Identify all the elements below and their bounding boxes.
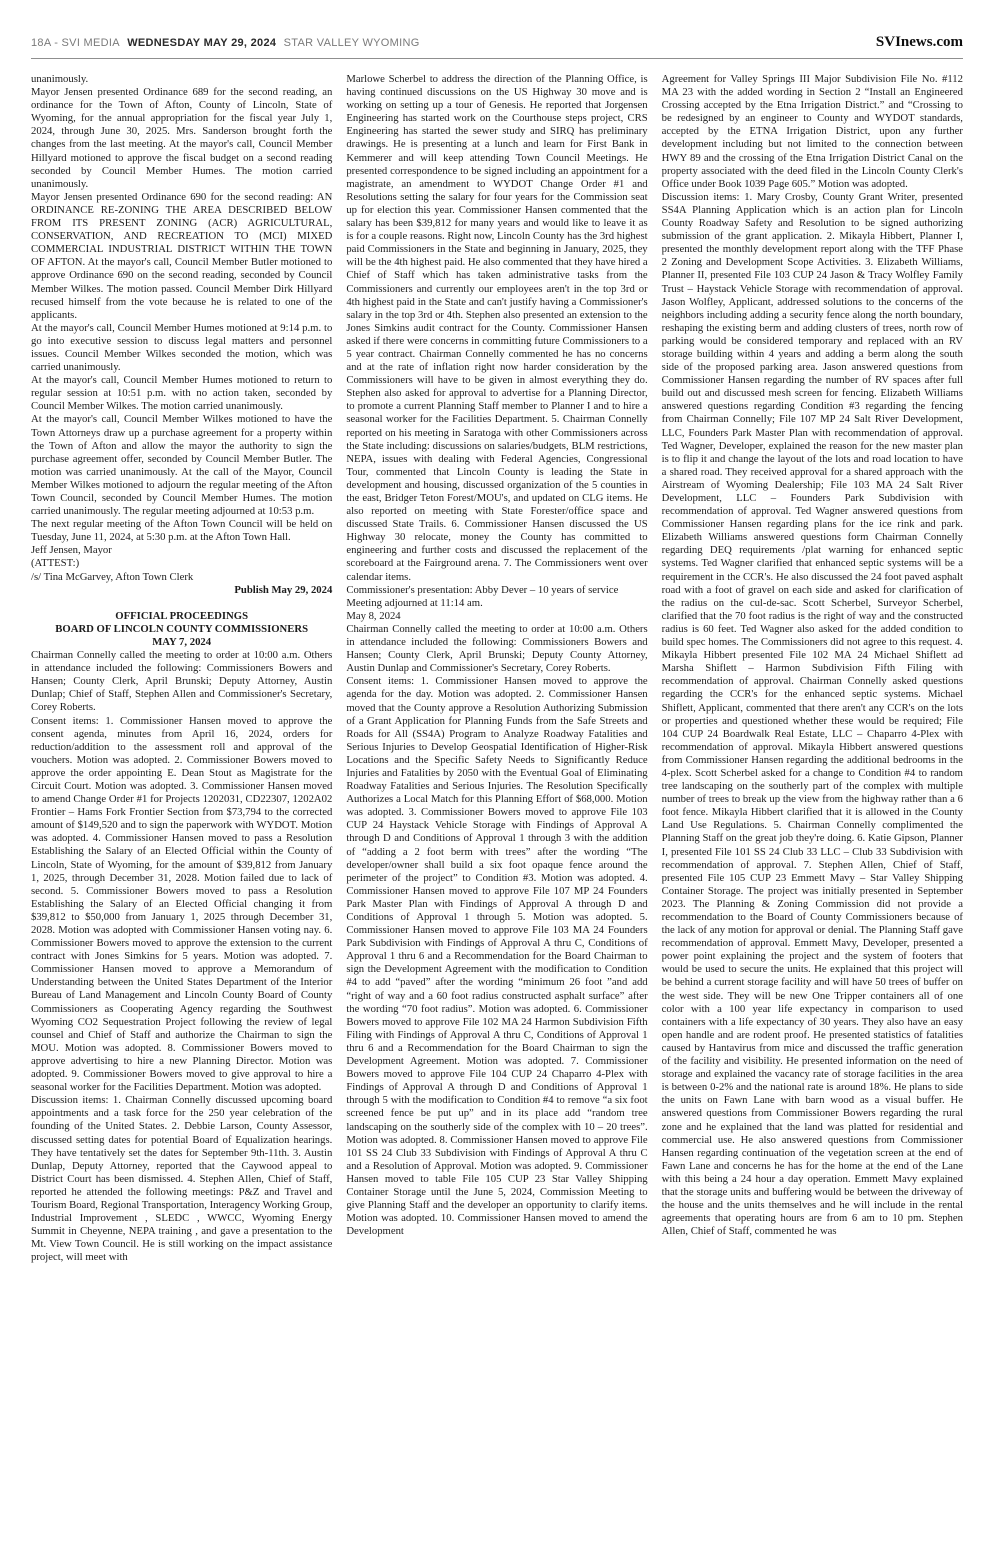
paragraph: unanimously. [31,73,89,85]
paragraph: Agreement for Valley Springs III Major Subdivision File No. #112 MA 23 with the added wording in Section 2 “Install an Engineered Crossing accepted by the Etna Irrigation District.” and “Crossing to be redesigned by an engineer to County and WYDOT standards, accepted by the ETNA Irrigation District, upon any further development including but not limited to the connection between HWY 89 and the crossing of the Etna Irrigation District Canal on the property associated with the deed filed in the Lincoln County Clerk's Office under Book 1039 Page 605.” Motion was adopted. [661,73,963,190]
masthead [31,0,963,59]
paragraph: Chairman Connelly called the meeting to order at 10:00 a.m. Others in attendance included the following: Commissioners Bowers and Hansen; County Clerk, April Brunski; Deputy County Attorney, Austin Dunlap and Commissioner's Secretary, Corey Roberts. [346,622,648,675]
paragraph: The next regular meeting of the Afton Town Council will be held on Tuesday, June 11, 2024, at 5:30 p.m. at the Afton Town Hall. [31,518,333,544]
page-number: 18A - SVI MEDIA [31,37,120,49]
article-columns [31,73,963,1543]
attest-line: (ATTEST:) [31,557,80,570]
paragraph: Commissioner's presentation: Abby Dever – 10 years of service [346,583,619,596]
site-url: SVInews.com [875,34,963,50]
paragraph: Consent items: 1. Commissioner Hansen moved to approve the agenda for the day. Motion was adopted. 2. Commissioner Hansen moved that the County approve a Resolution Authorizing Submission of a Grant Application for Planning Funds from the Safe Streets and Roads for All (SS4A) Program to Analyze Roadway Fatalities and Serious Injuries to Develop Geospatial Identification of Higher-Risk Locations and the Specific Safety Needs to Significantly Reduce Injuries and Fatalities by 2050 with the Eventual Goal of Eliminating Roadway Fatalities and Serious Injuries. The Resolution Specifically Authorizes a Local Match for this Planning Effort of $68,000. Motion was adopted. 3. Commissioner Bowers moved to approve File 103 CUP 24 Haystack Vehicle Storage with Findings of Approval A through D and Conditions of Approval 1 through 3 with the addition of “adding a 2 foot berm with trees” after the wording “The developer/owner shall build a six foot opaque fence around the perimeter of the project” to Condition #3. Motion was adopted. 4. Commissioner Hansen moved to approve File 107 MP 24 Founders Park Master Plan with Findings of Approval A through D and Conditions of Approval 1 through 5. Motion was adopted. 5. Commissioner Hansen moved to approve File 103 MA 24 Founders Park Subdivision with Findings of Approval A thru C, Conditions of Approval 1 thru 6 and a Recommendation for the Board Chairman to sign the Development Agreement with the modification to Condition #4 to add “paved” after the wording “minimum 26 foot ”and add “right of way and a 60 foot radius constructed asphalt surface” after the wording “70 foot radius”. Motion was adopted. 6. Commissioner Bowers moved to approve File 102 MA 24 Harmon Subdivision Fifth Filing with Findings of Approval A thru C, Conditions of Approval 1 thru 6 and a Recommendation for the Board Chairman to sign the Development Agreement. Motion was adopted. 7. Commissioner Bowers moved to approve File 104 CUP 24 Chaparro 4-Plex with Findings of Approval A through D and Conditions of Approval 1 through 5 with the modification to Condition #4 to remove “a six foot screened fence be put up” and in its place add “random tree landscaping on the southerly side of the complex with 10 – 20 trees”. Motion was adopted. 8. Commissioner Hansen moved to approve File 101 SS 24 Club 33 Subdivision with Findings of Approval A thru C and a Resolution of Approval. Motion was adopted. 9. Commissioner Hansen moved to table File 105 CUP 23 Star Valley Shipping Container Storage until the June 5, 2024, Commission Meeting to give Planning Staff and the developer an opportunity to clarify items. Motion was adopted. 10. Commissioner Hansen moved to amend the Development [346,675,648,1238]
paragraph: At the mayor's call, Council Member Humes motioned to return to regular session at 10:51 p.m. with no action taken, seconded by Council Member Wilkes. The motion carried unanimously. [31,374,333,413]
publish-line: Publish May 29, 2024 [234,583,333,596]
clerk-line: /s/ Tina McGarvey, Afton Town Clerk [31,570,194,583]
column-2 [346,73,647,1543]
date-line: May 8, 2024 [346,609,401,622]
signature-line: Jeff Jensen, Mayor [31,544,112,557]
paragraph: Meeting adjourned at 11:14 am. [346,596,483,609]
paragraph: Mayor Jensen presented Ordinance 690 for the second reading: AN ORDINANCE RE-ZONING THE AREA DESCRIBED BELOW FROM ITS PRESENT ZONING (ACR) AGRICULTURAL, CONSERVATION, AND RECREATION TO (MCI) MIXED COMMERCIAL INDUSTRIAL DISTRICT WITHIN THE TOWN OF AFTON. At the mayor's call, Council Member Butler motioned to approve Ordinance 690 on the second reading, seconded by Council Member Wilkes. The motion passed. Council Member Dirk Hillyard recused himself from the vote because he is related to one of the applicants. [31,190,333,321]
masthead-left [31,37,424,49]
column-3 [662,73,963,1543]
heading-line-1: OFFICIAL PROCEEDINGS [115,609,249,622]
section-heading [31,610,332,649]
paragraph: Discussion items: 1. Mary Crosby, County Grant Writer, presented SS4A Planning Application which is an action plan for Lincoln County Roadway Safety and Resolution to be signed authorizing submission of the grant application. 2. Mikayla Hibbert, Planner I, presented the monthly development report along with the TFF Phase 2 Zoning and Development Scope Activities. 3. Elizabeth Williams, Planner II, presented File 103 CUP 24 Jason & Tracy Wolfley Family Trust – Haystack Vehicle Storage with recommendation of approval. Jason Wolfley, Applicant, addressed solutions to the concerns of the neighbors including adding a security fence along the north boundary, reshaping the existing berm and adding clusters of trees, north row of parking would be considered temporary and replaced with an RV storage building within 4 years and adding a berm along the south side of the proposed parking area. Jason answered questions from Commissioner Hansen regarding the number of RV spaces after full build out and discussed mesh screen for fencing. Elizabeth Williams answered questions regarding Condition #3 regarding the fencing from Chairman Connelly; File 107 MP 24 Salt River Development, LLC, Founders Park Master Plan with recommendation of approval. Ted Wagner, Developer, explained the reason for the new master plan is to flip it and change the layout of the lots and road location to have a shared road. They received approval for a shared approach with the Airstream of Wyoming Dealership; File 103 MA 24 Salt River Development, LLC – Founders Park Subdivision with recommendation of approval. Ted Wagner answered questions from Commissioner Hansen regarding plans for the ice rink and park. Elizabeth Williams answered questions form Chairman Connelly regarding DEQ requirements /plat warning for enhanced septic systems. Ted Wagner clarified that enhanced septic systems will be a requirement in the CCR's. He also discussed the 24 foot paved asphalt road with a foot of gravel on each side and asked for clarification of the radius on the cul-de-sac. Scott Scherbel, Surveyor Scherbel, clarified that the 70 foot radius is the right of way and the constructed radius is 60 feet. Ted Wagner also asked for the added condition to build spec homes. The Commissioners did not agree to this request. 4. Mikayla Hibbert presented File 102 MA 24 Michael Shiflett ad Marsha Shiflett – Harmon Subdivision Fifth Filing with recommendation of approval. Chairman Connelly asked questions regarding the CCR's for the enhanced septic systems. Michael Shiflett, Applicant, commented that there aren't any CCR's on the lots or properties and questioned whether these would be required; File 104 CUP 24 Boardwalk Real Estate, LLC – Chaparro 4-Plex with recommendation of approval. Mikayla Hibbert answered questions from Commissioner Hansen regarding the additional bedrooms in the 4-plex. Scott Scherbel asked for a change to Condition #4 to random tree landscaping on the southerly part of the complex with multiple number of trees to break up the view from the highway rather than a 6 foot fence. Mikayla Hibbert clarified that it is allowed in the County Land Use Regulations. 5. Chairman Connelly complimented the Planning Staff on the great job they're doing. 6. Katie Gipson, Planner I, presented File 101 SS 24 Club 33 LLC – Club 33 Subdivision with recommendation of approval. 7. Stephen Allen, Chief of Staff, presented File 105 CUP 23 Emmett Mavy – Star Valley Shipping Container Storage. The project was initially presented in September 2023. The Planning & Zoning Commission did not provide a recommendation to the Board of County Commissioners because of the lack of any motion for approval or denial. The Planning Staff gave recommendation of approval. Emmett Mavy, Developer, presented a power point explaining the project and the system of footers that would be used to secure the units. He explained that this project will be behind a current storage facility and will have 50 trees of buffer on the west side. They will be new One Tripper containers all of one color with a 100 year life expectancy in comparison to used containers with a life expectancy of 30 years. They also have an easy open handle and are rodent proof. He presented statistics of fatalities caused by Hantavirus from mice and discussed the traffic generation of the facility and visibility. He presented information on the need of storage and explained the vacancy rate of storage facilities in the area is between 0-2% and the national rate is around 18%. He plans to side the units on Fawn Lane with barn wood as a visual buffer. He answered questions from Commissioner Bowers regarding the rural zone and he explained that the land was platted for residential and commercial use. He also answered questions from Commissioner Hansen regarding continuation of the vegetation screen at the end of Fawn Lane and concerns he has for the home at the end of the Lane with this being a 24 hour a day operation. Emmett Mavy explained that the storage units and buffering would be between the driveway of the house and the units themselves and he will include in the rental agreements that operating hours are from 6 am to 10 pm. Stephen Allen, Chief of Staff, commented he was [661,190,963,1238]
heading-line-3: MAY 7, 2024 [152,635,212,648]
paragraph: Marlowe Scherbel to address the direction of the Planning Office, is having continued discussions on the US Highway 30 move and is working on setting up a tour of Genesis. He reported that Jorgensen Engineering has started work on the Courthouse steps project, CRS Engineering has started the sewer study and SIRQ has preliminary drawings. He is presenting at a lunch and learn for First Bank in Kemmerer and will keep attending Town Council Meetings. He presented correspondence to be signed including an appointment for a magistrate, an amendment to WYDOT Change Order #1 and Resolutions setting the salary for four years for the Commission seat up for election this year. Commissioner Hansen commented that the salary has been $39,812 for many years and would like to leave it as is for a couple reasons. Right now, Lincoln County has the 3rd highest paid Commissioners in the State and beginning in January, 2025, they will be the 4th highest paid. He also commented that they have hired a Chief of Staff which has taken administrative tasks from the Commissioners and currently our employees aren't in the top 3rd or 4th highest paid in the State and can't justify having a Commissioner's salary in the top 3rd or 4th. Stephen also presented an extension to the Jones Simkins audit contract for the County. Commissioner Hansen asked if there were concerns in committing future Commissioners to a 5 year contract. Chairman Connelly commented he has no concerns and at the rate of inflation right now harder consideration by the Commissioners will have to be given in almost everything they do. Stephen also asked for approval to advertise for a Planning Director, to promote a current Planning Staff member to Planner I and to hire a seasonal worker for the Facilities Department. 5. Chairman Connelly reported on his meeting in Saratoga with other Commissioners across the State including: discussions on salaries/budgets, BLM restrictions, NEPA, issues with dealing with Federal Agencies, Congressional Tour, commented that Lincoln County is leading the State in development and housing, discussed organization of the 5 counties in the east, Bridger Teton Forest/MOU's, and updated on CLG items. He also reported on meeting with State Forester/office space and discussed State Trails. 6. Commissioner Hansen discussed the US Highway 30 relocate, money the County has committed to engineering and further costs and discussed the replacement of the scoreboard at the Fairground arena. 7. The Commissioners went over calendar items. [346,73,648,583]
paragraph: Chairman Connelly called the meeting to order at 10:00 a.m. Others in attendance included the following: Commissioners Bowers and Hansen; County Clerk, April Brunski; Deputy Attorney, Austin Dunlap; Chief of Staff, Stephen Allen and Commissioner's Secretary, Corey Roberts. [31,649,333,714]
paragraph: At the mayor's call, Council Member Humes motioned at 9:14 p.m. to go into executive session to discuss legal matters and personnel issues. Council Member Wilkes seconded the motion, which was carried unanimously. [31,321,333,374]
heading-line-2: BOARD OF LINCOLN COUNTY COMMISSIONERS [55,622,309,635]
masthead-location: STAR VALLEY WYOMING [283,37,420,49]
column-1 [31,73,332,1543]
issue-date: WEDNESDAY MAY 29, 2024 [127,37,277,49]
paragraph: Consent items: 1. Commissioner Hansen moved to approve the consent agenda, minutes from April 16, 2024, orders for reduction/addition to the assessment roll and approval of the vouchers. Motion was adopted. 2. Commissioner Bowers moved to approve the order appointing E. Dean Stout as Magistrate for the Circuit Court. Motion was adopted. 3. Commissioner Hansen moved to amend Change Order #1 for Projects 1202031, CD22307, 1202A02 Frontier – Hams Fork Frontier Section from $73,794 to the corrected amount of $149,520 and to sign the paperwork with WYDOT. Motion was adopted. 4. Commissioner Hansen moved to pass a Resolution Establishing the Salary of an Elected Official within the County of Lincoln, State of Wyoming, for the amount of $39,812 from January 1, 2025, through December 31, 2028. Motion failed due to lack of second. 5. Commissioner Bowers moved to pass a Resolution Establishing the Salary of an Elected Official changing it from $39,812 to $50,000 from January 1, 2025 through December 31, 2028. Motion was adopted with Commissioner Hansen voting nay. 6. Commissioner Bowers moved to approve the extension to the current contract with Jones Simkins for 5 years. Motion was adopted. 7. Commissioner Hansen moved to approve a Memorandum of Understanding between the United States Department of the Interior Bureau of Land Management and Lincoln County Board of County Commissioners as Cooperating Agency regarding the Southwest Wyoming CO2 Sequestration Project following the review of legal counsel and Chief of Staff and authorize the Chairman to sign the MOU. Motion was adopted. 8. Commissioner Bowers moved to approve advertising to hire a new Planning Director. Motion was adopted. 9. Commissioner Bowers moved to give approval to hire a seasonal worker for the Facilities Department. Motion was adopted. [31,714,333,1094]
paragraph: Discussion items: 1. Chairman Connelly discussed upcoming board appointments and a task force for the 250 year celebration of the founding of the United States. 2. Debbie Larson, County Assessor, discussed setting dates for potential Board of Equalization hearings. They have tentatively set the dates for September 9th-11th. 3. Austin Dunlap, Deputy Attorney, reported that the Caywood appeal to District Court has been dismissed. 4. Stephen Allen, Chief of Staff, reported he attended the following meetings: P&Z and Travel and Tourism Board, Regional Transportation, Interagency Working Group, Industrial Improvement , SLEDC , WWCC, Wyoming Energy Summit in Cheyenne, NEPA training , and gave a presentation to the Mt. View Town Council. He is still working on the impact assistance project, will meet with [31,1094,333,1264]
paragraph: At the mayor's call, Council Member Wilkes motioned to have the Town Attorneys draw up a purchase agreement for a property within the Town of Afton and allow the mayor the authority to sign the purchase agreement offer, seconded by Council Member Butler. The motion was carried unanimously. At the call of the Mayor, Council Member Wilkes motioned to adjourn the regular meeting of the Afton Town Council, seconded by Council Member Humes. The motion carried unanimously. The regular meeting adjourned at 10:53 p.m. [31,413,333,518]
paragraph: Mayor Jensen presented Ordinance 689 for the second reading, an ordinance for the Town of Afton, County of Lincoln, State of Wyoming, for the annual appropriation for the fiscal year July 1, 2024, through June 30, 2025. Mrs. Sanderson brought forth the changes from the last meeting. At the mayor's call, Council Member Hillyard motioned to approve the fiscal budget on a second reading seconded by Council Member Humes. The motion carried unanimously. [31,86,333,190]
